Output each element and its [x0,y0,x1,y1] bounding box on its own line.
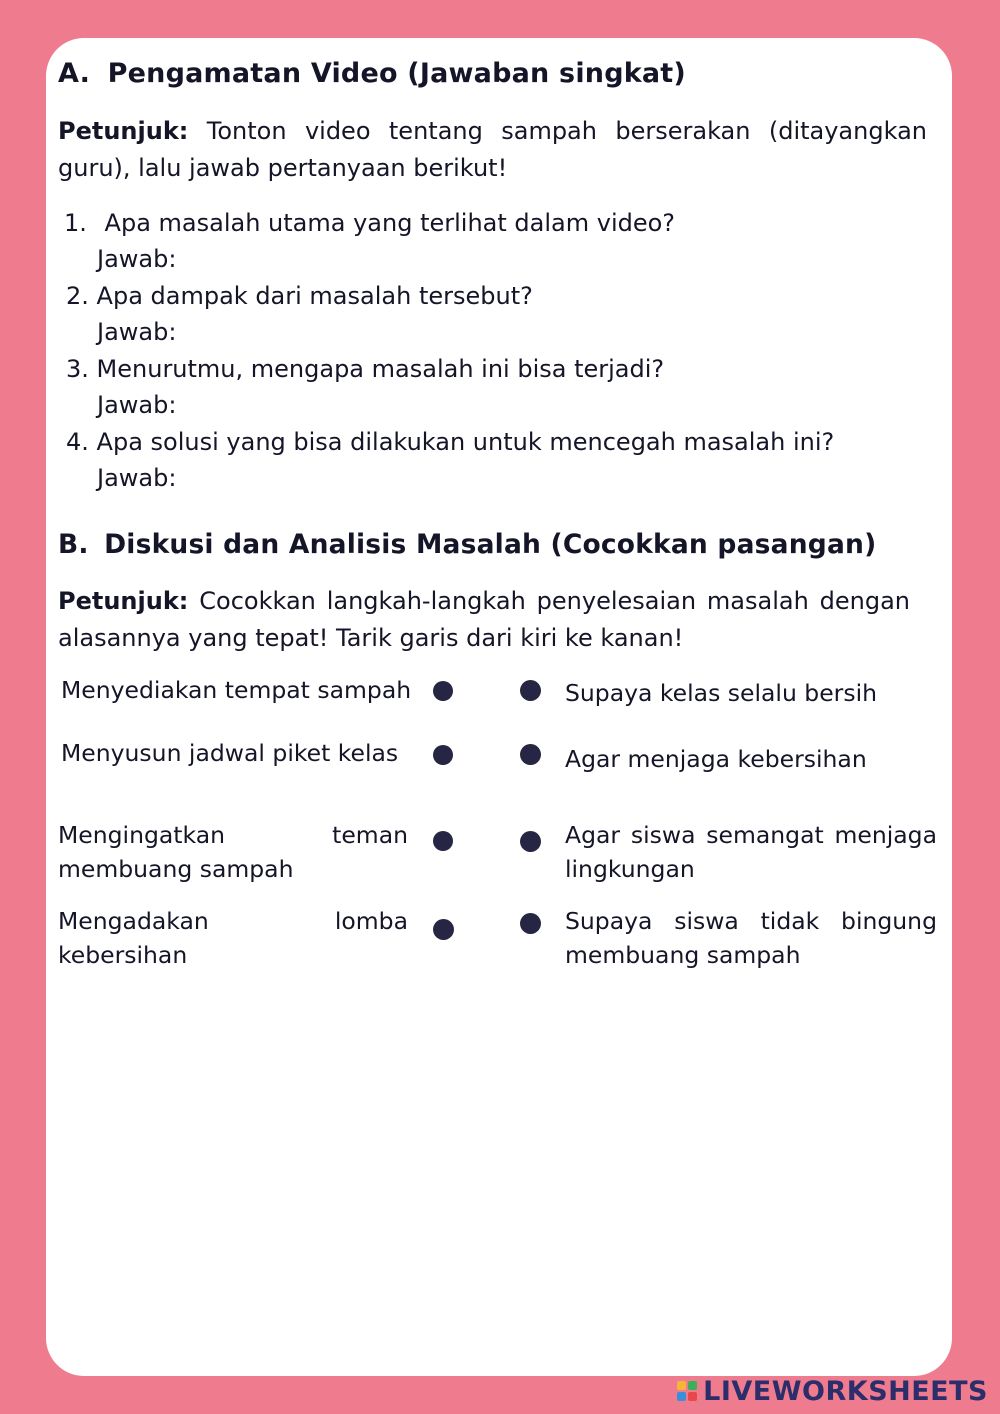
match-right-4: Supaya siswa tidak bingung membuang sampah [565,907,937,969]
match-left-4: Mengadakan lomba kebersihan [58,907,408,969]
section-b-instruction-label: Petunjuk: [58,587,189,615]
answer-label-4: Jawab: [97,464,177,492]
question-3 [66,355,664,383]
answer-label-1: Jawab: [97,245,177,273]
match-left-dot-2[interactable] [433,745,453,765]
question-4 [66,428,834,456]
liveworksheets-logo[interactable] [677,1374,988,1408]
match-left-dot-3[interactable] [433,831,453,851]
section-a-instruction [58,113,927,187]
question-number: 3. [66,355,89,383]
match-right-dot-4[interactable] [520,913,541,934]
section-b-instruction-text: Cocokkan langkah-langkah penyelesaian masalah dengan alasannya yang tepat! Tarik garis dari kiri ke kanan! [58,587,910,652]
match-right-dot-1[interactable] [520,680,541,701]
question-text: Apa solusi yang bisa dilakukan untuk mencegah masalah ini? [96,428,835,456]
question-1 [64,209,675,237]
section-a-heading [58,58,686,89]
question-2 [66,282,533,310]
answer-label-2: Jawab: [97,318,177,346]
section-b-instruction [58,583,910,657]
question-number: 2. [66,282,89,310]
section-a-title: Pengamatan Video (Jawaban singkat) [107,58,686,89]
match-right-2: Agar menjaga kebersihan [565,745,867,773]
match-left-2: Menyusun jadwal piket kelas [61,739,399,767]
match-right-dot-2[interactable] [520,744,541,765]
section-b-heading [58,529,876,560]
match-left-dot-4[interactable] [433,919,454,940]
match-left-dot-1[interactable] [433,681,453,701]
match-right-1: Supaya kelas selalu bersih [565,679,878,707]
question-number: 1. [64,209,87,237]
answer-label-3: Jawab: [97,391,177,419]
match-right-dot-3[interactable] [520,831,541,852]
match-right-3: Agar siswa semangat menjaga lingkungan [565,821,937,883]
match-left-1: Menyediakan tempat sampah [61,676,412,704]
question-text: Menurutmu, mengapa masalah ini bisa terjadi? [96,355,665,383]
liveworksheets-brand-text: LIVEWORKSHEETS [703,1375,988,1407]
section-a-instruction-label: Petunjuk: [58,117,189,145]
question-text: Apa masalah utama yang terlihat dalam video? [104,209,676,237]
section-b-letter: B. [58,529,89,560]
section-b-title: Diskusi dan Analisis Masalah (Cocokkan pasangan) [104,529,877,560]
question-number: 4. [66,428,89,456]
match-left-3: Mengingatkan teman membuang sampah [58,821,408,883]
section-a-instruction-text: Tonton video tentang sampah berserakan (ditayangkan guru), lalu jawab pertanyaan berikut! [58,117,927,182]
question-text: Apa dampak dari masalah tersebut? [96,282,533,310]
section-a-letter: A. [58,58,91,89]
liveworksheets-logo-icon [677,1381,697,1401]
